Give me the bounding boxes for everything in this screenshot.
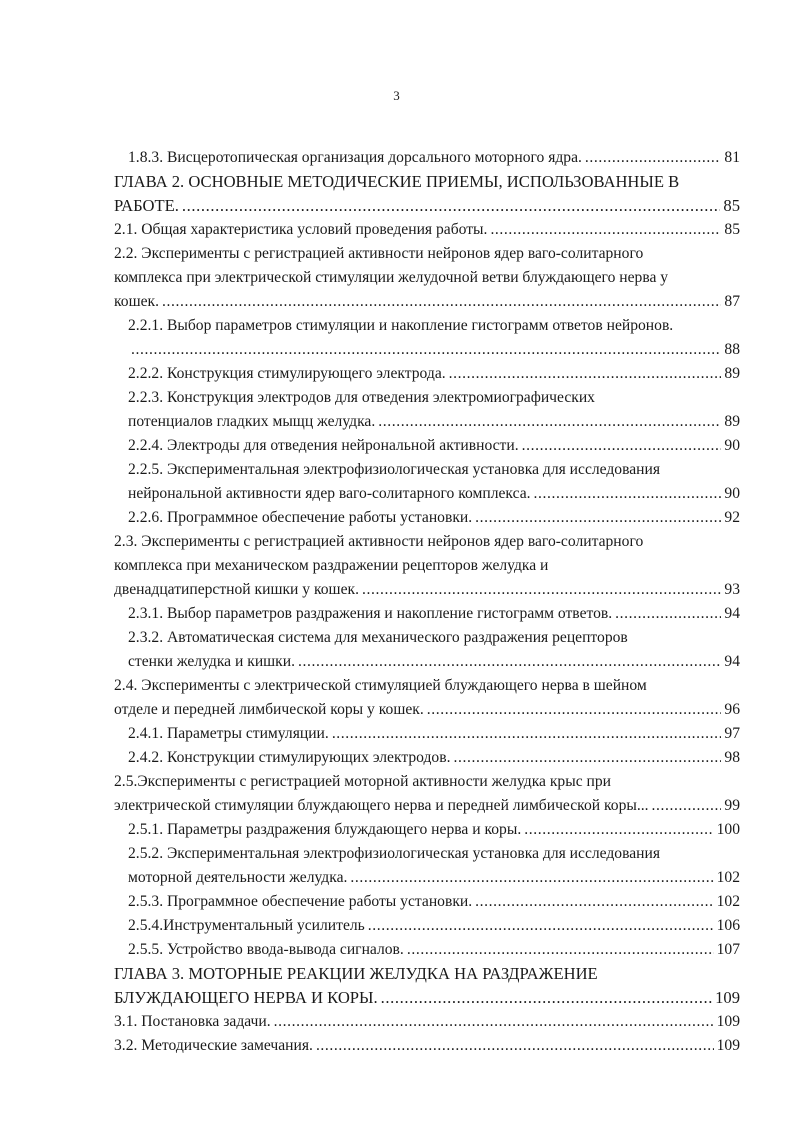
dot-leader: [407, 938, 714, 962]
toc-entry-line: [114, 698, 740, 722]
toc-page-number: 98: [724, 749, 740, 766]
toc-entry-line: [128, 818, 740, 842]
toc-entry-line: [128, 602, 740, 626]
toc-entry: [114, 914, 740, 938]
toc-page-number: 109: [716, 1037, 740, 1054]
toc-entry-text: моторной деятельности желудка.: [128, 869, 348, 886]
dot-leader: [475, 506, 721, 530]
toc-entry-text: 2.4.1. Параметры стимуляции.: [128, 725, 329, 742]
toc-page-number: 96: [724, 701, 740, 718]
toc-page-number: 97: [724, 725, 740, 742]
toc-entry: [114, 626, 740, 674]
toc-page-number: 89: [724, 413, 740, 430]
toc-entry-line: [128, 938, 740, 962]
dot-leader: [524, 818, 713, 842]
dot-leader: [274, 1010, 714, 1034]
toc-entry: [114, 674, 740, 722]
dot-leader: [316, 1034, 714, 1058]
toc-entry-line: [128, 338, 740, 362]
toc-entry-text: 3.1. Постановка задачи.: [114, 1013, 271, 1030]
toc-page-number: 89: [724, 365, 740, 382]
toc-entry-line: [114, 1034, 740, 1058]
toc-entry-text: 2.4. Эксперименты с электрической стимуляцией блуждающего нерва в шейном: [114, 677, 647, 694]
dot-leader: [378, 410, 721, 434]
toc-entry-text: 2.2.3. Конструкция электродов для отведения электромиографических: [128, 389, 595, 406]
table-of-contents: [114, 146, 740, 1058]
toc-entry-text: 2.2. Эксперименты с регистрацией активности нейронов ядер ваго-солитарного: [114, 245, 644, 262]
toc-page-number: 90: [724, 437, 740, 454]
dot-leader: [585, 146, 721, 170]
dot-leader: [453, 746, 721, 770]
toc-entry-line: [128, 890, 740, 914]
toc-entry-text: кошек.: [114, 293, 159, 310]
toc-page-number: 106: [716, 917, 740, 934]
toc-entry-line: [128, 410, 740, 434]
toc-entry: [114, 962, 740, 1010]
toc-entry-line: [128, 722, 740, 746]
toc-entry: [114, 386, 740, 434]
toc-entry: [114, 458, 740, 506]
toc-entry-text: 1.8.3. Висцеротопическая организация дорсального моторного ядра.: [128, 149, 582, 166]
toc-entry-text: 2.5.Эксперименты с регистрацией моторной активности желудка крыс при: [114, 773, 612, 790]
toc-entry: [114, 770, 740, 818]
toc-entry-line: [128, 506, 740, 530]
toc-entry-text: комплекса при механическом раздражении рецепторов желудка и: [114, 557, 549, 574]
dot-leader: [350, 866, 713, 890]
toc-entry-line: [128, 866, 740, 890]
toc-entry-text: нейрональной активности ядер ваго-солитарного комплекса.: [128, 485, 531, 502]
toc-entry-line: [128, 146, 740, 170]
toc-page-number: 85: [724, 221, 740, 238]
toc-page-number: 90: [724, 485, 740, 502]
toc-entry: [114, 1010, 740, 1034]
toc-page-number: 88: [724, 341, 740, 358]
dot-leader: [368, 914, 714, 938]
toc-entry: [114, 818, 740, 842]
toc-entry-text: 2.3.2. Автоматическая система для механического раздражения рецепторов: [128, 629, 628, 646]
dot-leader: [534, 482, 722, 506]
toc-entry: [114, 314, 740, 362]
toc-entry-text: стенки желудка и кишки.: [128, 653, 295, 670]
dot-leader: [522, 434, 722, 458]
toc-entry-text: 2.5.5. Устройство ввода-вывода сигналов.: [128, 941, 404, 958]
toc-page-number: 100: [716, 821, 740, 838]
toc-entry-text: потенциалов гладких мыщц желудка.: [128, 413, 376, 430]
dot-leader: [362, 578, 721, 602]
dot-leader: [475, 890, 713, 914]
toc-page-number: 109: [715, 988, 740, 1007]
toc-entry-text: 2.2.2. Конструкция стимулирующего электрода.: [128, 365, 446, 382]
toc-entry-line: [128, 434, 740, 458]
toc-page-number: 81: [724, 149, 740, 166]
toc-entry-text: 2.5.1. Параметры раздражения блуждающего нерва и коры.: [128, 821, 522, 838]
toc-entry-text: электрической стимуляции блуждающего нерва и передней лимбической коры...: [114, 797, 649, 814]
toc-entry: [114, 602, 740, 626]
toc-entry: [114, 842, 740, 890]
toc-entry: [114, 890, 740, 914]
toc-entry-line: [128, 746, 740, 770]
toc-entry-text: 2.2.5. Экспериментальная электрофизиологическая установка для исследования: [128, 461, 661, 478]
toc-entry-line: [114, 986, 740, 1010]
toc-entry: [114, 146, 740, 170]
toc-entry-text: 2.5.2. Экспериментальная электрофизиологическая установка для исследования: [128, 845, 661, 862]
toc-entry: [114, 746, 740, 770]
toc-entry-text: 2.2.6. Программное обеспечение работы установки.: [128, 509, 473, 526]
toc-entry-line: [128, 482, 740, 506]
toc-entry-line: [114, 578, 740, 602]
toc-page-number: 109: [716, 1013, 740, 1030]
toc-entry: [114, 170, 740, 218]
dot-leader: [427, 698, 722, 722]
dot-leader: [490, 218, 721, 242]
toc-entry-text: ГЛАВА 2. ОСНОВНЫЕ МЕТОДИЧЕСКИЕ ПРИЕМЫ, ИСПОЛЬЗОВАННЫЕ В: [114, 172, 680, 191]
toc-entry-text: 2.1. Общая характеристика условий проведения работы.: [114, 221, 488, 238]
dot-leader: [652, 794, 722, 818]
toc-entry-text: комплекса при электрической стимуляции желудочной ветви блуждающего нерва у: [114, 269, 669, 286]
toc-entry-line: [114, 794, 740, 818]
toc-entry: [114, 362, 740, 386]
toc-entry: [114, 938, 740, 962]
toc-entry-text: 2.3. Эксперименты с регистрацией активности нейронов ядер ваго-солитарного: [114, 533, 644, 550]
toc-entry-text: 2.5.4.Инструментальный усилитель: [128, 917, 365, 934]
toc-entry: [114, 242, 740, 314]
toc-page-number: 99: [724, 797, 740, 814]
dot-leader: [298, 650, 721, 674]
toc-page-number: 102: [716, 869, 740, 886]
toc-entry-text: РАБОТЕ.: [114, 196, 179, 215]
toc-entry-line: [114, 194, 740, 218]
toc-entry-line: [114, 1010, 740, 1034]
toc-entry-text: 3.2. Методические замечания.: [114, 1037, 313, 1054]
toc-page-number: 92: [724, 509, 740, 526]
toc-entry-text: отделе и передней лимбической коры у кошек.: [114, 701, 424, 718]
toc-entry-line: [128, 914, 740, 938]
toc-entry-text: двенадцатиперстной кишки у кошек.: [114, 581, 359, 598]
page-number: 3: [393, 88, 400, 103]
toc-page-number: 107: [716, 941, 740, 958]
toc-entry-text: БЛУЖДАЮЩЕГО НЕРВА И КОРЫ.: [114, 988, 378, 1007]
toc-entry-line: [114, 218, 740, 242]
toc-entry-text: 2.2.4. Электроды для отведения нейрональной активности.: [128, 437, 519, 454]
toc-entry-text: 2.3.1. Выбор параметров раздражения и накопление гистограмм ответов.: [128, 605, 613, 622]
toc-entry-text: 2.2.1. Выбор параметров стимуляции и накопление гистограмм ответов нейронов.: [128, 317, 674, 334]
dot-leader: [615, 602, 721, 626]
toc-page-number: 94: [724, 653, 740, 670]
dot-leader: [381, 986, 712, 1010]
dot-leader: [449, 362, 722, 386]
toc-entry-line: [128, 650, 740, 674]
toc-page-number: 102: [716, 893, 740, 910]
toc-entry: [114, 1034, 740, 1058]
toc-entry-text: 2.4.2. Конструкции стимулирующих электродов.: [128, 749, 451, 766]
toc-entry-line: [114, 290, 740, 314]
toc-page-number: 87: [724, 293, 740, 310]
toc-page-number: 85: [723, 196, 740, 215]
dot-leader: [131, 338, 721, 362]
toc-entry-line: [128, 362, 740, 386]
toc-entry: [114, 506, 740, 530]
toc-entry-text: 2.5.3. Программное обеспечение работы установки.: [128, 893, 473, 910]
toc-page-number: 94: [724, 605, 740, 622]
dot-leader: [182, 194, 720, 218]
dot-leader: [332, 722, 722, 746]
toc-page-number: 93: [724, 581, 740, 598]
toc-entry: [114, 722, 740, 746]
toc-entry: [114, 434, 740, 458]
toc-entry: [114, 530, 740, 602]
toc-entry: [114, 218, 740, 242]
toc-entry-text: ГЛАВА 3. МОТОРНЫЕ РЕАКЦИИ ЖЕЛУДКА НА РАЗДРАЖЕНИЕ: [114, 964, 598, 983]
dot-leader: [162, 290, 721, 314]
